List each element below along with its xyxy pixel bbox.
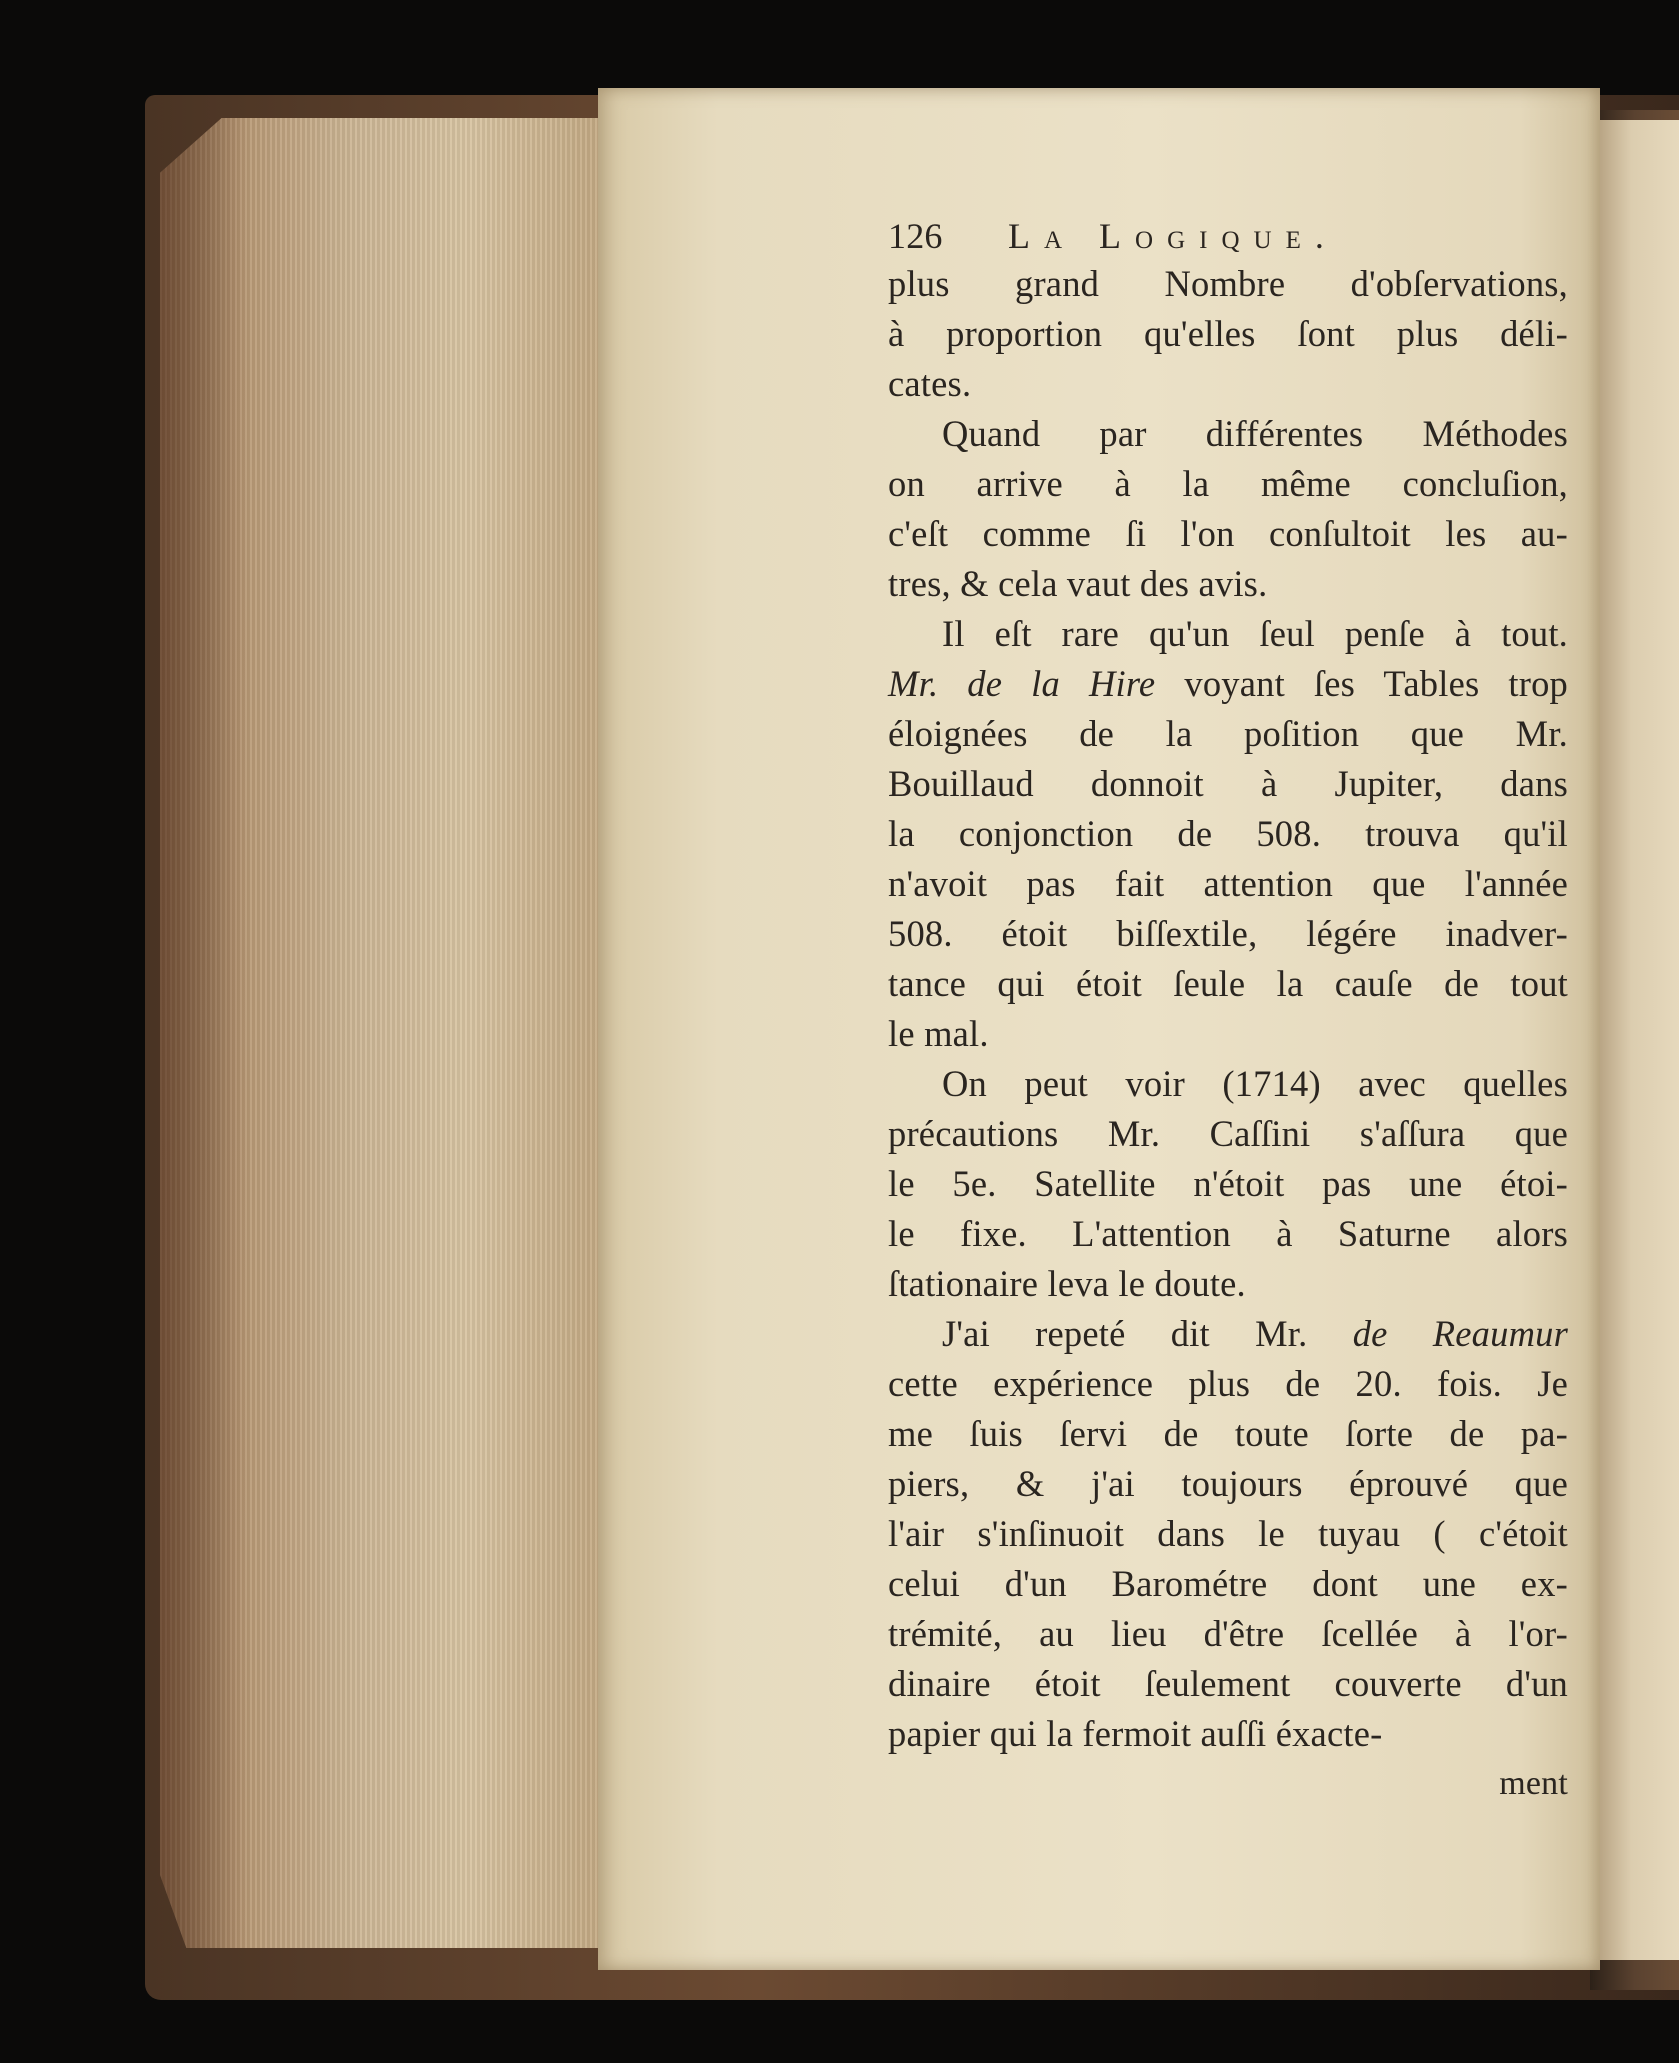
text-segment: l'air s'inſinuoit dans le tuyau ( c'étoit <box>888 1513 1568 1554</box>
text-line <box>888 859 1568 909</box>
text-segment: ſtationaire leva le doute. <box>888 1263 1246 1304</box>
text-line <box>888 1409 1568 1459</box>
text-segment: papier qui la fermoit auſſi éxacte- <box>888 1713 1383 1754</box>
text-line <box>888 1359 1568 1409</box>
text-segment: le 5e. Satellite n'étoit pas une étoi- <box>888 1163 1568 1204</box>
text-segment: Il eſt rare qu'un ſeul penſe à tout. <box>942 613 1568 654</box>
text-segment: voyant ſes Tables trop <box>1155 663 1568 704</box>
text-segment: à proportion qu'elles ſont plus déli- <box>888 313 1568 354</box>
running-head: La Logique. <box>1008 216 1338 256</box>
text-line <box>888 1559 1568 1609</box>
text-line <box>888 659 1568 709</box>
text-line <box>888 409 1568 459</box>
text-line <box>888 1709 1568 1759</box>
text-line <box>888 359 1568 409</box>
book-page <box>598 88 1600 1970</box>
text-segment: piers, & j'ai toujours éprouvé que <box>888 1463 1568 1504</box>
text-line <box>888 1209 1568 1259</box>
paragraph <box>888 1309 1568 1759</box>
text-segment: dinaire étoit ſeulement couverte d'un <box>888 1663 1568 1704</box>
text-segment: la conjonction de 508. trouva qu'il <box>888 813 1568 854</box>
text-segment: plus grand Nombre d'obſervations, <box>888 263 1568 304</box>
text-line <box>888 459 1568 509</box>
catchword: ment <box>1499 1765 1568 1802</box>
text-line <box>888 809 1568 859</box>
page-edges <box>160 118 600 1948</box>
facing-page-sliver <box>1600 120 1679 1960</box>
text-line <box>888 609 1568 659</box>
text-segment: le fixe. L'attention à Saturne alors <box>888 1213 1568 1254</box>
text-segment: n'avoit pas fait attention que l'année <box>888 863 1568 904</box>
text-line <box>888 559 1568 609</box>
paragraph <box>888 259 1568 409</box>
text-line <box>888 1059 1568 1109</box>
text-line <box>888 309 1568 359</box>
paragraph <box>888 609 1568 1059</box>
text-line <box>888 1609 1568 1659</box>
italic-text: Mr. de la Hire <box>888 663 1156 704</box>
paragraph <box>888 409 1568 609</box>
text-segment: on arrive à la même concluſion, <box>888 463 1568 504</box>
text-segment: Quand par différentes Méthodes <box>942 413 1568 454</box>
text-line <box>888 1109 1568 1159</box>
text-line <box>888 1159 1568 1209</box>
text-segment: 508. étoit biſſextile, légére inadver- <box>888 913 1568 954</box>
page-header <box>888 211 1568 259</box>
text-segment: Bouillaud donnoit à Jupiter, dans <box>888 763 1568 804</box>
text-line <box>888 1009 1568 1059</box>
text-segment: me ſuis ſervi de toute ſorte de pa- <box>888 1413 1568 1454</box>
text-line <box>888 509 1568 559</box>
text-segment: c'eſt comme ſi l'on conſultoit les au- <box>888 513 1568 554</box>
text-line <box>888 259 1568 309</box>
text-block <box>888 211 1568 1809</box>
text-line <box>888 759 1568 809</box>
text-segment: le mal. <box>888 1013 989 1054</box>
text-segment: cette expérience plus de 20. fois. Je <box>888 1363 1568 1404</box>
text-segment: précautions Mr. Caſſini s'aſſura que <box>888 1113 1568 1154</box>
text-segment: J'ai repeté dit Mr. <box>942 1313 1353 1354</box>
text-line <box>888 909 1568 959</box>
text-line <box>888 709 1568 759</box>
text-line <box>888 1659 1568 1709</box>
text-segment: cates. <box>888 363 972 404</box>
text-segment: On peut voir (1714) avec quelles <box>942 1063 1568 1104</box>
text-line <box>888 959 1568 1009</box>
italic-text: de Reaumur <box>1352 1313 1568 1354</box>
text-line <box>888 1259 1568 1309</box>
text-segment: tres, & cela vaut des avis. <box>888 563 1268 604</box>
text-segment: tance qui étoit ſeule la cauſe de tout <box>888 963 1568 1004</box>
text-segment: celui d'un Barométre dont une ex- <box>888 1563 1568 1604</box>
text-line <box>888 1309 1568 1359</box>
body-text <box>888 259 1568 1759</box>
text-line <box>888 1509 1568 1559</box>
paragraph <box>888 1059 1568 1309</box>
text-segment: éloignées de la poſition que Mr. <box>888 713 1568 754</box>
text-segment: trémité, au lieu d'être ſcellée à l'or- <box>888 1613 1568 1654</box>
text-line <box>888 1459 1568 1509</box>
page-number: 126 <box>888 216 943 256</box>
